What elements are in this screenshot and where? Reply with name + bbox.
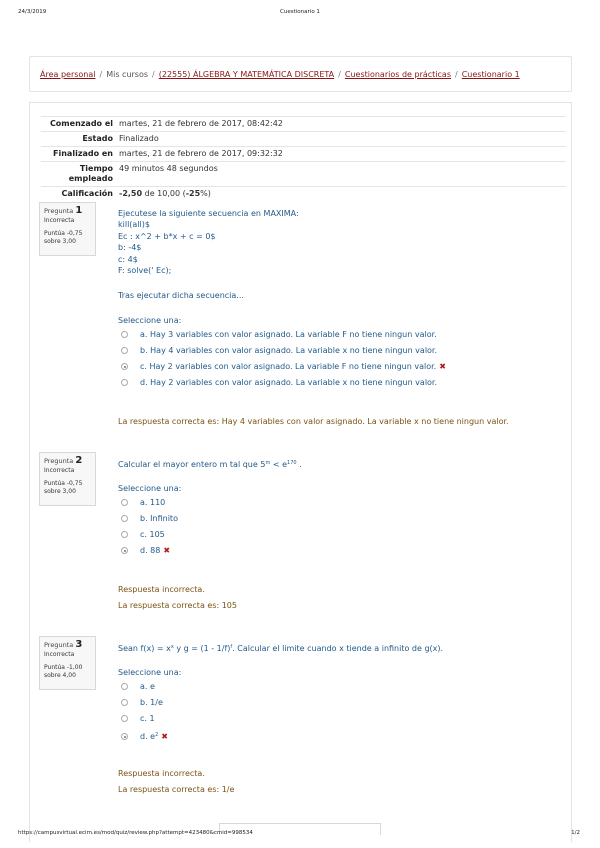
breadcrumb-quizzes-link[interactable]: Cuestionarios de prácticas: [344, 70, 451, 79]
radio-button[interactable]: [121, 331, 128, 338]
radio-button[interactable]: [121, 515, 128, 522]
question-1-option-c[interactable]: c. Hay 2 variables con valor asignado. La variable F no tiene ningun valor. ✖: [121, 362, 446, 372]
attempt-summary-table: [41, 116, 566, 201]
question-1-info: [39, 202, 96, 256]
radio-button[interactable]: [121, 531, 128, 538]
grade-label: Calificación: [41, 187, 119, 202]
print-page-number: 1/2: [571, 830, 580, 836]
question-1-feedback: La respuesta correcta es: Hay 4 variables con valor asignado. La variable x no tiene ningun valor.: [118, 417, 509, 426]
question-2-option-d[interactable]: d. 88 ✖: [121, 546, 170, 556]
question-3-text: Sean $f(x) = x^x$ y g = (1 - 1/f)$^f$. Calcular el limite cuando x tiende a infinito de g(x).: [118, 644, 444, 653]
question-3-option-d[interactable]: d. $e^2$ ✖: [121, 730, 168, 740]
question-3-feedback-result: Respuesta incorrecta.: [118, 769, 205, 778]
time-label: [41, 162, 119, 187]
print-date: 24/3/2019: [18, 9, 47, 15]
grade-percent: -25: [185, 189, 201, 198]
breadcrumb-separator: /: [338, 70, 341, 79]
question-3-option-b[interactable]: b. 1/e: [121, 698, 163, 708]
radio-button-selected[interactable]: [121, 547, 128, 554]
question-grade: Puntúa -0,75 sobre 3,00: [44, 480, 83, 495]
question-2-text: Calcular el mayor entero m tal que $5^m < e^{170}$ .: [118, 460, 302, 469]
quiz-review-region: [29, 102, 572, 842]
summary-row-finished: [41, 147, 566, 162]
question-number: Pregunta 1: [44, 205, 83, 216]
radio-button[interactable]: [121, 699, 128, 706]
radio-button-selected[interactable]: [121, 363, 128, 370]
question-2-feedback-result: Respuesta incorrecta.: [118, 585, 205, 594]
incorrect-icon: ✖: [163, 546, 171, 555]
breadcrumb: [40, 70, 520, 79]
grade-value: [119, 187, 566, 202]
question-2-option-b[interactable]: b. Infinito: [121, 514, 178, 524]
radio-button-selected[interactable]: [121, 733, 128, 740]
radio-button[interactable]: [121, 379, 128, 386]
radio-button[interactable]: [121, 715, 128, 722]
question-3-option-a[interactable]: a. e: [121, 682, 155, 692]
grade-suffix: de 10,00 (: [144, 189, 186, 198]
question-grade: Puntúa -0,75 sobre 3,00: [44, 230, 83, 245]
question-3-info: [39, 636, 96, 690]
question-3-option-c[interactable]: c. 1: [121, 714, 155, 724]
grade-end: %): [200, 189, 211, 198]
radio-button[interactable]: [121, 499, 128, 506]
question-grade: Puntúa -1,00 sobre 4,00: [44, 664, 83, 679]
question-1-option-b[interactable]: b. Hay 4 variables con valor asignado. La variable x no tiene ningun valor.: [121, 346, 437, 356]
breadcrumb-quiz-link[interactable]: Cuestionario 1: [461, 70, 520, 79]
question-state: Incorrecta: [44, 651, 75, 658]
print-title: Cuestionario 1: [280, 9, 320, 15]
print-url: https://campusvirtual.ecim.es/mod/quiz/review.php?attempt=423480&cmid=998534: [18, 830, 253, 836]
breadcrumb-separator: /: [99, 70, 103, 79]
question-1-option-a[interactable]: a. Hay 3 variables con valor asignado. La variable F no tiene ningun valor.: [121, 330, 437, 340]
question-2-prompt: Seleccione una:: [118, 484, 182, 493]
incorrect-icon: ✖: [439, 362, 446, 371]
question-1-intro: Tras ejecutar dicha secuencia...: [118, 291, 244, 300]
question-2-info: [39, 452, 96, 506]
question-1-text: Ejecutese la siguiente secuencia en MAXIMA: kill(all)$ Ec : x^2 + b*x + c = 0$ b: -4$ c: 4$ F: solve(' Ec);: [118, 209, 299, 276]
radio-button[interactable]: [121, 683, 128, 690]
breadcrumb-separator: /: [152, 70, 155, 79]
question-2-feedback-answer: La respuesta correcta es: 105: [118, 601, 237, 610]
summary-row-time: [41, 162, 566, 187]
breadcrumb-box: [29, 56, 572, 92]
question-state: Incorrecta: [44, 217, 75, 224]
started-value: martes, 21 de febrero de 2017, 08:42:42: [119, 117, 566, 132]
question-2-option-a[interactable]: a. 110: [121, 498, 165, 508]
question-1-prompt: Seleccione una:: [118, 316, 182, 325]
question-state: Incorrecta: [44, 467, 75, 474]
summary-row-grade: [41, 187, 566, 202]
breadcrumb-separator: /: [455, 70, 458, 79]
time-label-line1: Tiempo: [79, 164, 113, 173]
radio-button[interactable]: [121, 347, 128, 354]
question-1-option-d[interactable]: d. Hay 2 variables con valor asignado. La variable x no tiene ningun valor.: [121, 378, 437, 388]
question-3-feedback-answer: La respuesta correcta es: 1/e: [118, 785, 235, 794]
finished-value: martes, 21 de febrero de 2017, 09:32:32: [119, 147, 566, 162]
question-2-option-c[interactable]: c. 105: [121, 530, 165, 540]
time-label-line2: empleado: [68, 174, 113, 183]
question-3-prompt: Seleccione una:: [118, 668, 182, 677]
breadcrumb-my-courses[interactable]: Mis cursos: [106, 70, 149, 79]
state-value: Finalizado: [119, 132, 566, 147]
breadcrumb-home-link[interactable]: Área personal: [40, 70, 96, 79]
question-number: Pregunta 2: [44, 455, 83, 466]
state-label: Estado: [41, 132, 119, 147]
question-number: Pregunta 3: [44, 639, 83, 650]
finished-label: Finalizado en: [41, 147, 119, 162]
incorrect-icon: ✖: [161, 732, 168, 741]
grade-score: -2,50: [119, 189, 143, 198]
breadcrumb-course-link[interactable]: (22555) ÁLGEBRA Y MATEMÁTICA DISCRETA: [158, 70, 335, 79]
started-label: Comenzado el: [41, 117, 119, 132]
summary-row-state: [41, 132, 566, 147]
time-value: 49 minutos 48 segundos: [119, 162, 566, 187]
summary-row-started: [41, 117, 566, 132]
